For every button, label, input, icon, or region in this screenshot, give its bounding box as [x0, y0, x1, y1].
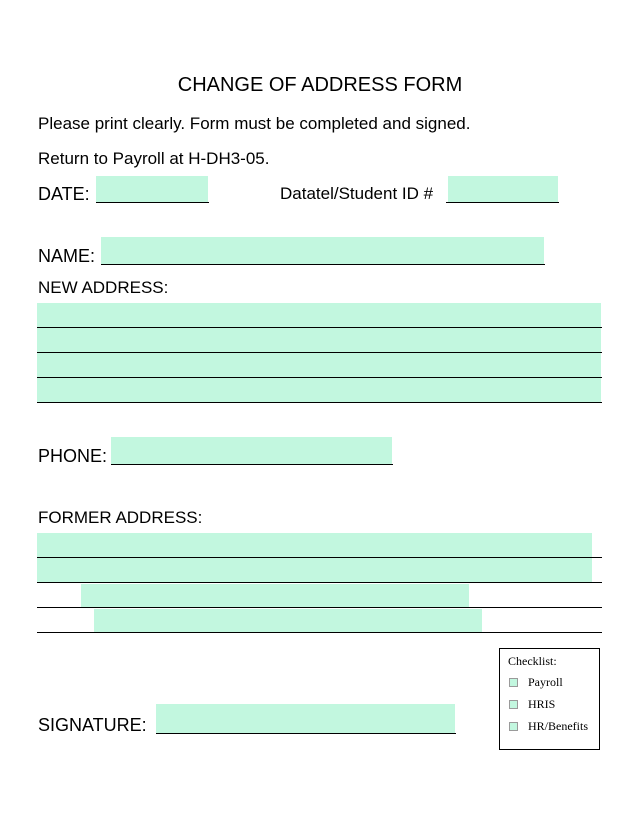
signature-field[interactable] — [156, 704, 455, 733]
date-underline — [96, 202, 209, 203]
date-field[interactable] — [96, 176, 208, 202]
new-address-underline-4 — [37, 402, 602, 403]
former-address-line-1[interactable] — [37, 533, 592, 557]
new-address-label: NEW ADDRESS: — [38, 278, 169, 297]
former-address-line-4[interactable] — [94, 609, 482, 633]
checklist-checkbox-hris[interactable] — [509, 700, 518, 709]
checklist-box — [499, 648, 600, 750]
former-address-underline-4 — [37, 632, 602, 633]
student-id-label: Datatel/Student ID # — [280, 184, 434, 203]
name-field[interactable] — [101, 237, 544, 264]
name-underline — [101, 264, 545, 265]
student-id-underline — [446, 202, 559, 203]
checklist-label-payroll: Payroll — [528, 675, 563, 689]
former-address-underline-3 — [37, 607, 602, 608]
new-address-line-3[interactable] — [37, 353, 601, 377]
form-title: CHANGE OF ADDRESS FORM — [177, 74, 463, 96]
instruction-return-to-payroll: Return to Payroll at H-DH3-05. — [38, 149, 270, 168]
checklist-checkbox-payroll[interactable] — [509, 678, 518, 687]
signature-underline — [156, 733, 456, 734]
name-label: NAME: — [38, 246, 96, 266]
new-address-line-1[interactable] — [37, 303, 601, 327]
checklist-label-hris: HRIS — [528, 697, 556, 711]
new-address-line-2[interactable] — [37, 328, 601, 352]
signature-label: SIGNATURE: — [38, 715, 147, 735]
checklist-label-hr-benefits: HR/Benefits — [528, 719, 588, 733]
checklist-title: Checklist: — [508, 654, 557, 668]
former-address-label: FORMER ADDRESS: — [38, 508, 203, 527]
former-address-line-3[interactable] — [81, 584, 469, 608]
new-address-line-4[interactable] — [37, 378, 601, 402]
former-address-line-2[interactable] — [37, 558, 592, 582]
checklist-checkbox-hr-benefits[interactable] — [509, 722, 518, 731]
phone-field[interactable] — [111, 437, 392, 464]
instruction-print-clearly: Please print clearly. Form must be completed and signed. — [38, 114, 471, 133]
phone-label: PHONE: — [38, 446, 108, 466]
date-label: DATE: — [38, 184, 90, 204]
former-address-underline-2 — [37, 582, 602, 583]
phone-underline — [111, 464, 393, 465]
student-id-field[interactable] — [448, 176, 558, 202]
